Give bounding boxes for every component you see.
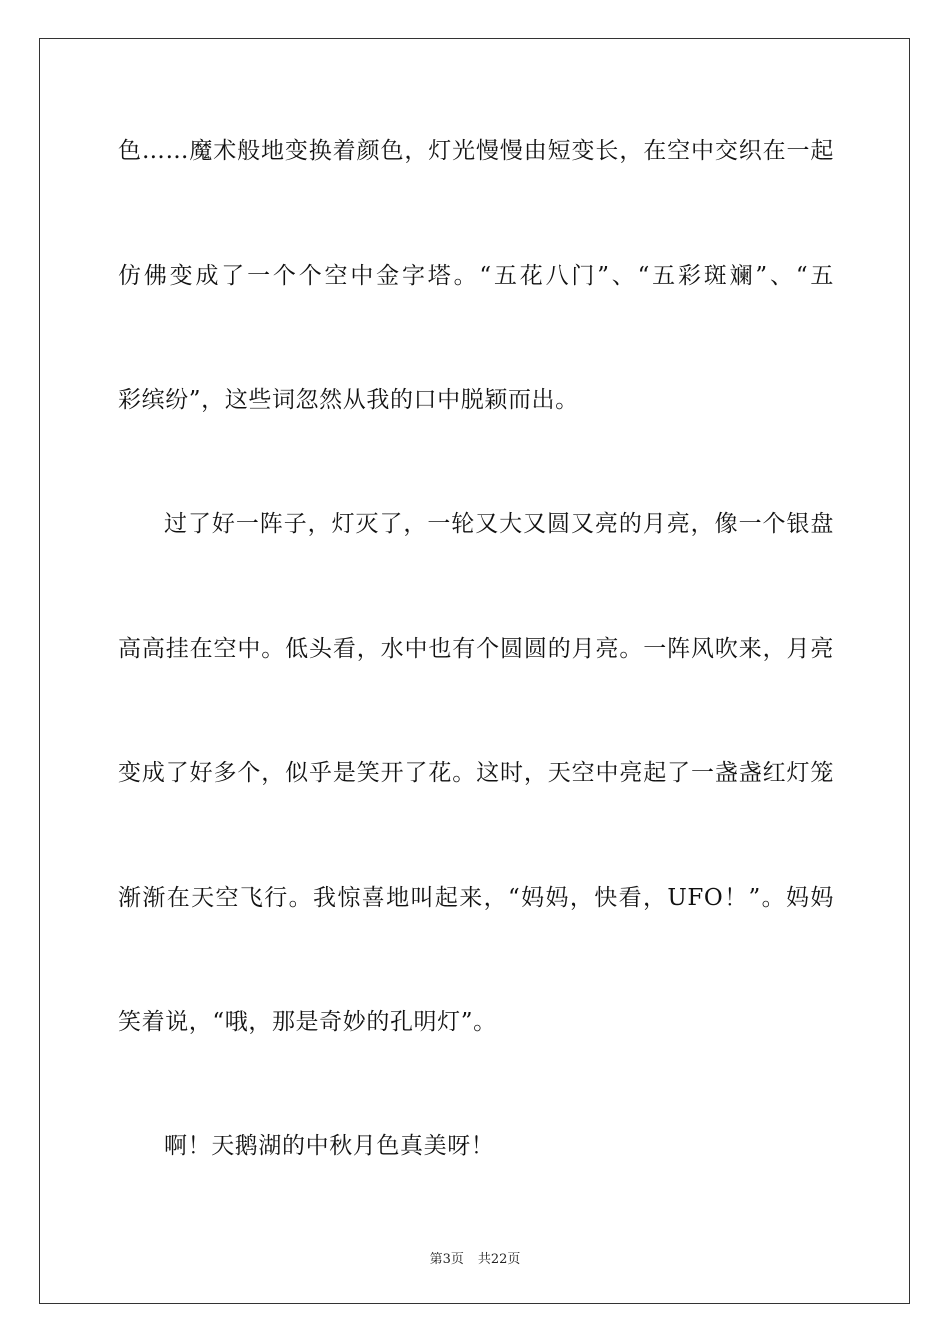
- page-footer: [0, 1248, 950, 1267]
- text-line: 变成了好多个，似乎是笑开了花。这时，天空中亮起了一盏盏红灯笼: [118, 760, 834, 786]
- text-line: 仿佛变成了一个个空中金字塔。“五花八门”、“五彩斑斓”、“五: [118, 263, 834, 289]
- text-line: 高高挂在空中。低头看，水中也有个圆圆的月亮。一阵风吹来，月亮: [118, 636, 834, 662]
- page-number: 第3页: [429, 1252, 464, 1267]
- page-border: [39, 38, 910, 1304]
- paragraph-first-line: 啊！天鹅湖的中秋月色真美呀！: [164, 1133, 495, 1159]
- paragraph-first-line: 过了好一阵子，灯灭了，一轮又大又圆又亮的月亮，像一个银盘: [164, 511, 834, 537]
- text-line: 彩缤纷”，这些词忽然从我的口中脱颖而出。: [118, 387, 579, 413]
- text-line: 渐渐在天空飞行。我惊喜地叫起来，“妈妈，快看，UFO！”。妈妈: [118, 885, 834, 911]
- text-line: 笑着说，“哦，那是奇妙的孔明灯”。: [118, 1009, 497, 1035]
- text-line: 色……魔术般地变换着颜色，灯光慢慢由短变长，在空中交织在一起: [118, 138, 834, 164]
- page-total: 共22页: [477, 1252, 521, 1267]
